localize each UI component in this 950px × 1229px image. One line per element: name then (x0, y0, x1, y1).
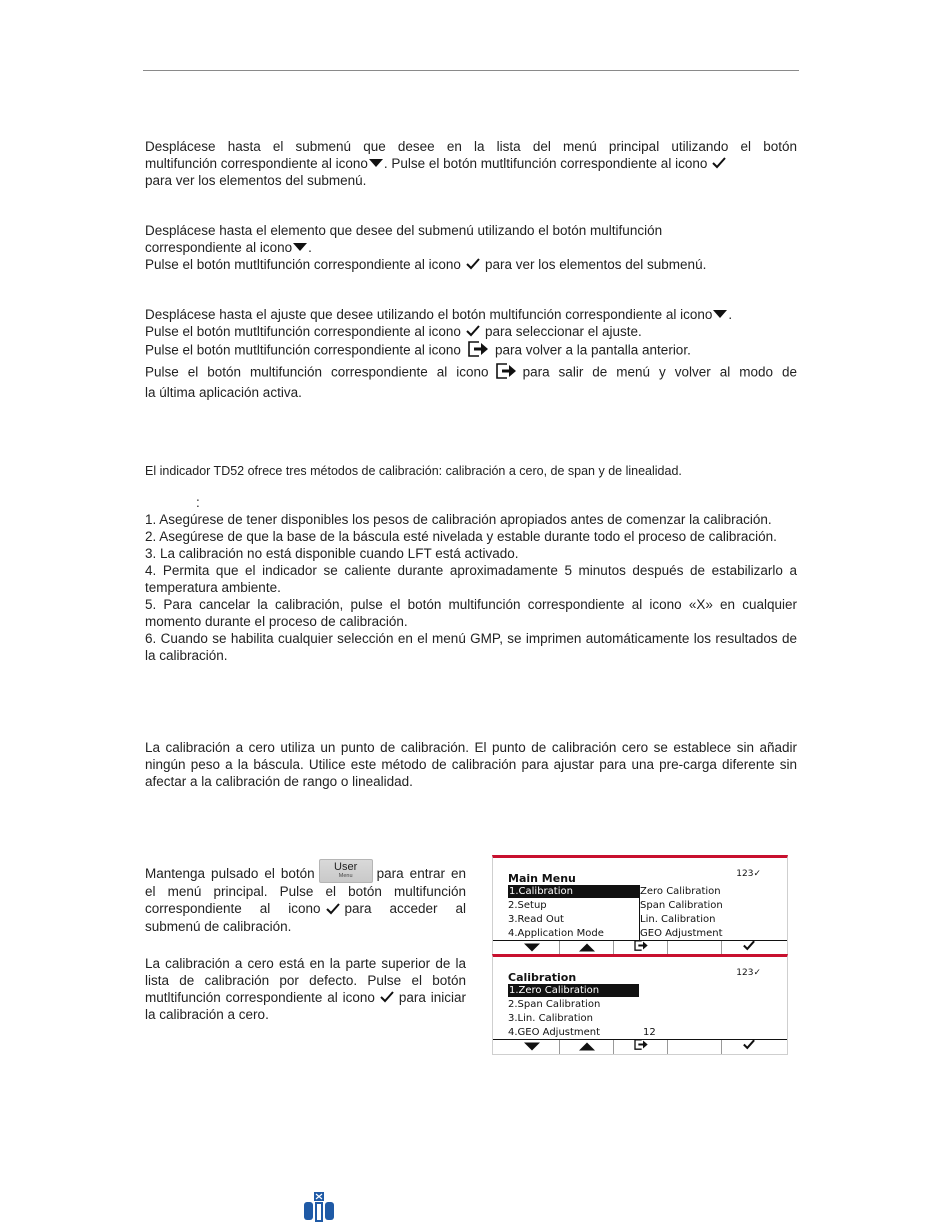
submenu-preview-item: Zero Calibration (640, 886, 721, 897)
down-triangle-icon (293, 243, 307, 251)
submenu-preview-item: GEO Adjustment (640, 928, 723, 939)
zero-calibration-description: La calibración a cero utiliza un punto de calibración. El punto de calibración cero se establece sin añadir ningún peso a la báscula. Utilice este método de calibración para ajustar para una pre-carga diferente sin afectar a la calibración de rango o linealidad. (145, 740, 797, 789)
softkey-accept[interactable] (721, 941, 776, 955)
note-item: 3. La calibración no está disponible cuando LFT está activado. (145, 546, 519, 561)
check-icon (379, 990, 395, 1004)
exit-arrow-icon (495, 362, 517, 380)
setting-line-1: Desplácese hasta el ajuste que desee utilizando el botón multifunción correspondiente al icono . (145, 307, 733, 322)
check-icon (325, 902, 341, 916)
down-triangle-icon (713, 310, 727, 318)
setting-line-5: la última aplicación activa. (145, 385, 302, 401)
submenu-line-1: Desplácese hasta el submenú que desee en la lista del menú principal utilizando el botón (145, 139, 797, 154)
up-triangle-icon (579, 1039, 595, 1056)
menu-item-lin-calibration[interactable]: 3.Lin. Calibration (508, 1013, 593, 1024)
menu-item-read-out[interactable]: 3.Read Out (508, 914, 564, 925)
down-triangle-icon (369, 159, 383, 167)
check-icon (741, 1039, 757, 1056)
submenu-preview-item: Lin. Calibration (640, 914, 716, 925)
submenu-paragraph (145, 138, 797, 189)
main-menu-screen (492, 855, 788, 956)
item-line-1: Desplácese hasta el elemento que desee del submenú utilizando el botón multifunción (145, 223, 663, 238)
note-item: 4. Permita que el indicador se caliente durante aproximadamente 5 minutos después de estabilizarlo a temperatura ambiente. (145, 563, 797, 595)
check-icon (465, 257, 481, 271)
calibration-intro: El indicador TD52 ofrece tres métodos de calibración: calibración a cero, de span y de linealidad. (145, 464, 682, 478)
menu-item-geo-adjustment[interactable]: 4.GEO Adjustment (508, 1027, 601, 1038)
softkey-down[interactable] (505, 1040, 559, 1054)
exit-arrow-icon (632, 1039, 650, 1056)
softkey-exit[interactable] (613, 941, 668, 955)
menu-item-calibration[interactable]: 1.Calibration (508, 885, 639, 898)
softkey-bar (493, 1039, 787, 1054)
status-indicator: 123✓ (736, 968, 761, 978)
header-rule (143, 70, 799, 71)
notes-list (145, 511, 797, 664)
item-paragraph (145, 222, 797, 273)
softkey-blank[interactable] (667, 941, 722, 955)
calibration-screen (492, 954, 788, 1055)
softkey-bar (493, 940, 787, 955)
menu-item-application-mode[interactable]: 4.Application Mode (508, 928, 604, 939)
submenu-line-3: para ver los elementos del submenú. (145, 173, 367, 189)
user-menu-key-icon: User Menu (319, 859, 373, 883)
exit-arrow-icon (467, 340, 489, 358)
setting-line-3: Pulse el botón mutltifunción correspondiente al icono para volver a la pantalla anterior. (145, 340, 797, 362)
check-icon (465, 324, 481, 338)
screen-title: Calibration (508, 971, 577, 984)
softkey-blank[interactable] (667, 1040, 722, 1054)
softkey-up[interactable] (559, 941, 614, 955)
note-item: 5. Para cancelar la calibración, pulse el botón multifunción correspondiente al icono «X» en cualquier momento durante el proceso de calibración. (145, 597, 797, 629)
setting-line-4: Pulse el botón multifunción correspondiente al icono para salir de menú y volver al modo de (145, 362, 797, 384)
submenu-preview-item: Span Calibration (640, 900, 723, 911)
down-triangle-icon (524, 1039, 540, 1056)
softkey-up[interactable] (559, 1040, 614, 1054)
softkey-down[interactable] (505, 941, 559, 955)
status-indicator: 123✓ (736, 869, 761, 879)
setting-line-2: Pulse el botón mutltifunción correspondiente al icono para seleccionar el ajuste. (145, 324, 642, 339)
submenu-line-2: multifunción correspondiente al icono . Pulse el botón mutltifunción correspondiente al icono (145, 155, 797, 172)
step-2-text: La calibración a cero está en la parte superior de la lista de calibración por defecto. Pulse el botón mutltifunción correspondiente al icono para iniciar la calibración a cero. (145, 956, 467, 1023)
step-1-text: Mantenga pulsado el botón User Menu para entrar en el menú principal. Pulse el botón multifunción correspondiente al icono para acceder al submenú de calibración. (145, 861, 466, 934)
menu-item-zero-calibration[interactable]: 1.Zero Calibration (508, 984, 639, 997)
note-item: 2. Asegúrese de que la base de la báscula esté nivelada y estable durante todo el proceso de calibración. (145, 529, 777, 544)
item-line-3: Pulse el botón mutltifunción correspondiente al icono para ver los elementos del submenú. (145, 257, 707, 272)
softkey-accept[interactable] (721, 1040, 776, 1054)
check-icon (711, 156, 727, 170)
company-logo-icon (303, 1192, 335, 1222)
softkey-exit[interactable] (613, 1040, 668, 1054)
menu-item-span-calibration[interactable]: 2.Span Calibration (508, 999, 601, 1010)
item-line-2: correspondiente al icono . (145, 240, 312, 255)
notes-colon: : (196, 495, 200, 510)
menu-item-setup[interactable]: 2.Setup (508, 900, 547, 911)
note-item: 6. Cuando se habilita cualquier selección en el menú GMP, se imprimen automáticamente los resultados de la calibración. (145, 631, 797, 663)
screen-title: Main Menu (508, 872, 576, 885)
setting-paragraph (145, 306, 797, 401)
screen-value: 12 (643, 1027, 656, 1038)
note-item: 1. Asegúrese de tener disponibles los pesos de calibración apropiados antes de comenzar la calibración. (145, 512, 772, 527)
